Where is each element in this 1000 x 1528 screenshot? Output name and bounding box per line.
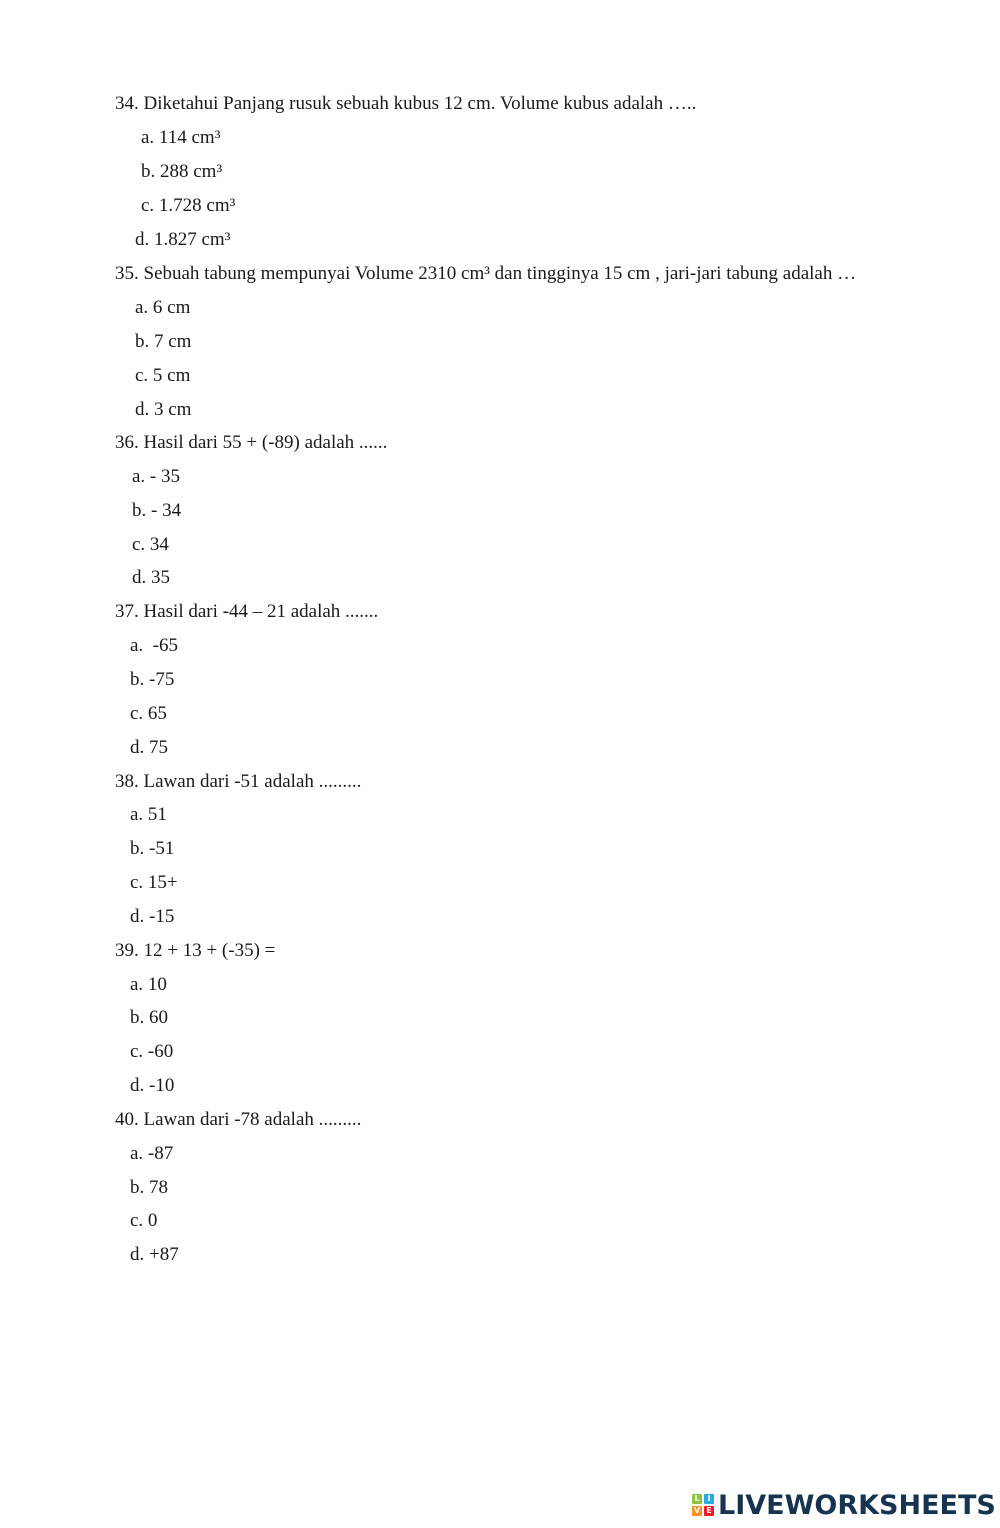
question-34: 34. Diketahui Panjang rusuk sebuah kubus 12 cm. Volume kubus adalah ….. [115,93,697,114]
option-34b: b. 288 cm³ [141,161,223,182]
option-40a: a. -87 [130,1143,174,1164]
logo-tile-l: L [692,1494,702,1504]
question-39: 39. 12 + 13 + (-35) = [115,940,276,961]
logo-tile-i: I [704,1494,714,1504]
option-34c: c. 1.728 cm³ [141,195,236,216]
option-36b: b. - 34 [132,500,182,521]
logo-text: LIVEWORKSHEETS [718,1489,996,1521]
option-35a: a. 6 cm [135,297,191,318]
option-37b: b. -75 [130,669,175,690]
question-40: 40. Lawan dari -78 adalah ......... [115,1109,362,1130]
option-36c: c. 34 [132,534,169,555]
option-38d: d. -15 [130,906,175,927]
option-40c: c. 0 [130,1210,158,1231]
option-35d: d. 3 cm [135,399,192,420]
option-36d: d. 35 [132,567,170,588]
option-37d: d. 75 [130,737,168,758]
option-40d: d. +87 [130,1244,179,1265]
liveworksheets-logo [692,1488,996,1522]
option-38b: b. -51 [130,838,175,859]
option-38a: a. 51 [130,804,167,825]
option-39d: d. -10 [130,1075,175,1096]
option-39b: b. 60 [130,1007,168,1028]
option-39a: a. 10 [130,974,167,995]
liveworksheets-logo-icon [692,1494,714,1516]
option-34d: d. 1.827 cm³ [135,229,231,250]
option-35b: b. 7 cm [135,331,192,352]
option-37c: c. 65 [130,703,167,724]
option-37a: a. -65 [130,635,179,656]
logo-tile-v: V [693,1506,701,1515]
question-36: 36. Hasil dari 55 + (-89) adalah ...... [115,432,388,453]
option-39c: c. -60 [130,1041,174,1062]
option-38c: c. 15+ [130,872,178,893]
question-37: 37. Hasil dari -44 – 21 adalah ....... [115,601,379,622]
option-35c: c. 5 cm [135,365,191,386]
logo-tile-e: E [704,1506,714,1516]
option-36a: a. - 35 [132,466,181,487]
option-34a: a. 114 cm³ [141,127,221,148]
option-40b: b. 78 [130,1177,168,1198]
question-35: 35. Sebuah tabung mempunyai Volume 2310 cm³ dan tingginya 15 cm , jari-jari tabung adalah … [115,263,857,284]
question-38: 38. Lawan dari -51 adalah ......... [115,771,362,792]
